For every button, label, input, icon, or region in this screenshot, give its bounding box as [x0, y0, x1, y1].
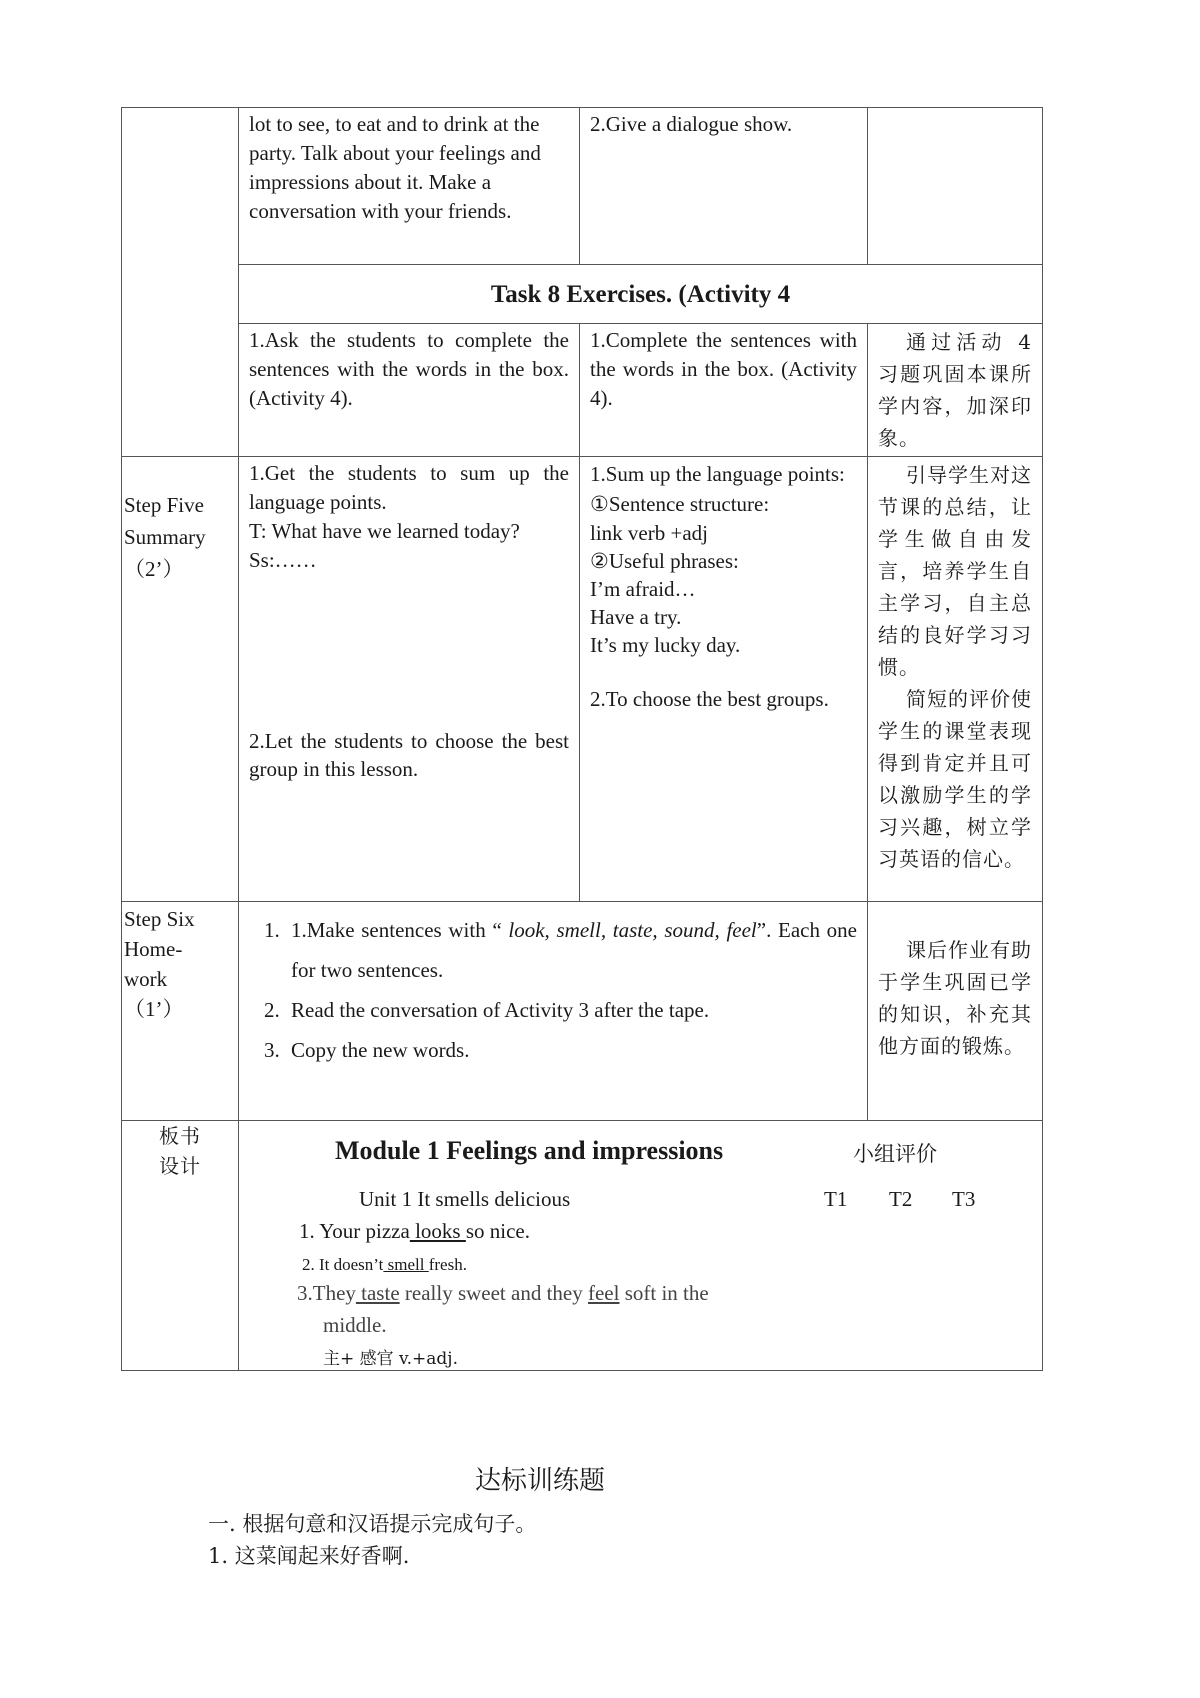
student-activity-text: It’s my lucky day.	[590, 633, 741, 657]
teacher-activity-text: T: What have we learned today?	[249, 519, 520, 543]
homework-list	[249, 910, 857, 1070]
homework-text: 1.Make sentences with “	[291, 918, 509, 942]
group-evaluation-label: 小组评价	[853, 1142, 937, 1166]
purpose-text: 引导学生对这节课的总结，让学生做自由发言，培养学生自主学习，自主总结的良好学习习惯。	[878, 463, 1032, 679]
student-activity-text: Have a try.	[590, 605, 682, 629]
student-activity-text: 1.Sum up the language points:	[590, 462, 845, 486]
student-activity-text: 2.Give a dialogue show.	[590, 112, 793, 136]
student-activity-cell	[580, 108, 868, 265]
practice-title: 达标训练题	[475, 1466, 606, 1496]
table-row	[122, 1121, 1043, 1371]
homework-cell	[239, 902, 868, 1121]
board-sentence-2: 2. It doesn’t smell fresh.	[302, 1255, 467, 1274]
student-activity-text: I’m afraid…	[590, 577, 696, 601]
lesson-plan-table	[121, 107, 1043, 1371]
student-activity-text: link verb +adj	[590, 521, 708, 545]
step-label-cell	[122, 1121, 239, 1371]
step-label-cell	[122, 108, 239, 457]
step-time: （1’）	[124, 997, 184, 1021]
task-title: Task 8 Exercises. (Activity 4	[239, 265, 1043, 324]
student-activity-cell	[580, 324, 868, 457]
board-sentence-3: 3.They taste really sweet and they feel soft in the	[297, 1281, 709, 1305]
step-label: Home-	[124, 937, 183, 961]
table-row	[122, 265, 1043, 324]
step-label: Summary	[124, 525, 206, 549]
purpose-text: 课后作业有助于学生巩固已学的知识，补充其他方面的锻炼。	[878, 938, 1032, 1058]
purpose-cell	[868, 457, 1043, 902]
teacher-activity-text: lot to see, to eat and to drink at the party. Talk about your feelings and impressions about it. Make a conversation with your friends.	[249, 112, 541, 223]
purpose-cell	[868, 324, 1043, 457]
practice-question-1: 1. 这菜闻起来好香啊.	[208, 1544, 410, 1568]
practice-section-heading: 一. 根据句意和汉语提示完成句子。	[208, 1512, 537, 1536]
student-activity-text: ②Useful phrases:	[590, 549, 739, 573]
score-column-t2: T2	[889, 1187, 913, 1211]
table-row	[122, 457, 1043, 902]
student-activity-text: 1.Complete the sentences with the words in the box. (Activity 4).	[590, 328, 857, 410]
teacher-activity-text: Ss:……	[249, 548, 317, 572]
board-sentence-3-cont: middle.	[323, 1313, 387, 1337]
list-item	[285, 910, 857, 990]
step-label: Step Five	[124, 493, 204, 517]
student-activity-text: 2.To choose the best groups.	[590, 687, 829, 711]
board-title: Module 1 Feelings and impressions	[335, 1136, 724, 1165]
table-row	[122, 902, 1043, 1121]
purpose-text: 简短的评价使学生的课堂表现得到肯定并且可以激励学生的学习兴趣，树立学习英语的信心。	[878, 687, 1032, 871]
purpose-text: 通过活动 4 习题巩固本课所学内容，加深印象。	[878, 330, 1032, 450]
purpose-cell	[868, 902, 1043, 1121]
step-label-cell	[122, 902, 239, 1121]
table-row	[122, 108, 1043, 265]
purpose-cell	[868, 108, 1043, 265]
step-label: work	[124, 967, 168, 991]
teacher-activity-text: 2.Let the students to choose the best group in this lesson.	[249, 729, 569, 781]
homework-words: look, smell, taste, sound, feel	[508, 918, 757, 942]
step-label: Step Six	[124, 907, 195, 931]
list-item: 3. Copy the new words.	[285, 1030, 857, 1070]
score-column-t1: T1	[824, 1187, 848, 1211]
student-activity-cell	[580, 457, 868, 902]
table-row	[122, 324, 1043, 457]
unit-title: Unit 1 It smells delicious	[359, 1187, 571, 1211]
teacher-activity-text: 1.Get the students to sum up the language points.	[249, 461, 569, 514]
score-column-t3: T3	[952, 1187, 976, 1211]
teacher-activity-text: 1.Ask the students to complete the sentences with the words in the box. (Activity 4).	[249, 328, 569, 410]
student-activity-text: ①Sentence structure:	[590, 492, 770, 516]
step-time: （2’）	[124, 557, 184, 581]
list-item: 2. Read the conversation of Activity 3 after the tape.	[285, 990, 857, 1030]
teacher-activity-cell	[239, 108, 580, 265]
teacher-activity-cell	[239, 457, 580, 902]
step-label-cell	[122, 457, 239, 902]
board-sentence-1: 1. Your pizza looks so nice.	[299, 1219, 530, 1243]
homework-text: ”. Each one for two sentences.	[291, 918, 857, 982]
board-design-cell	[239, 1121, 1043, 1371]
teacher-activity-cell	[239, 324, 580, 457]
board-label: 板书	[159, 1124, 201, 1148]
board-label: 设计	[159, 1154, 201, 1178]
board-formula: 主+ 感官 v.+adj.	[323, 1349, 458, 1369]
